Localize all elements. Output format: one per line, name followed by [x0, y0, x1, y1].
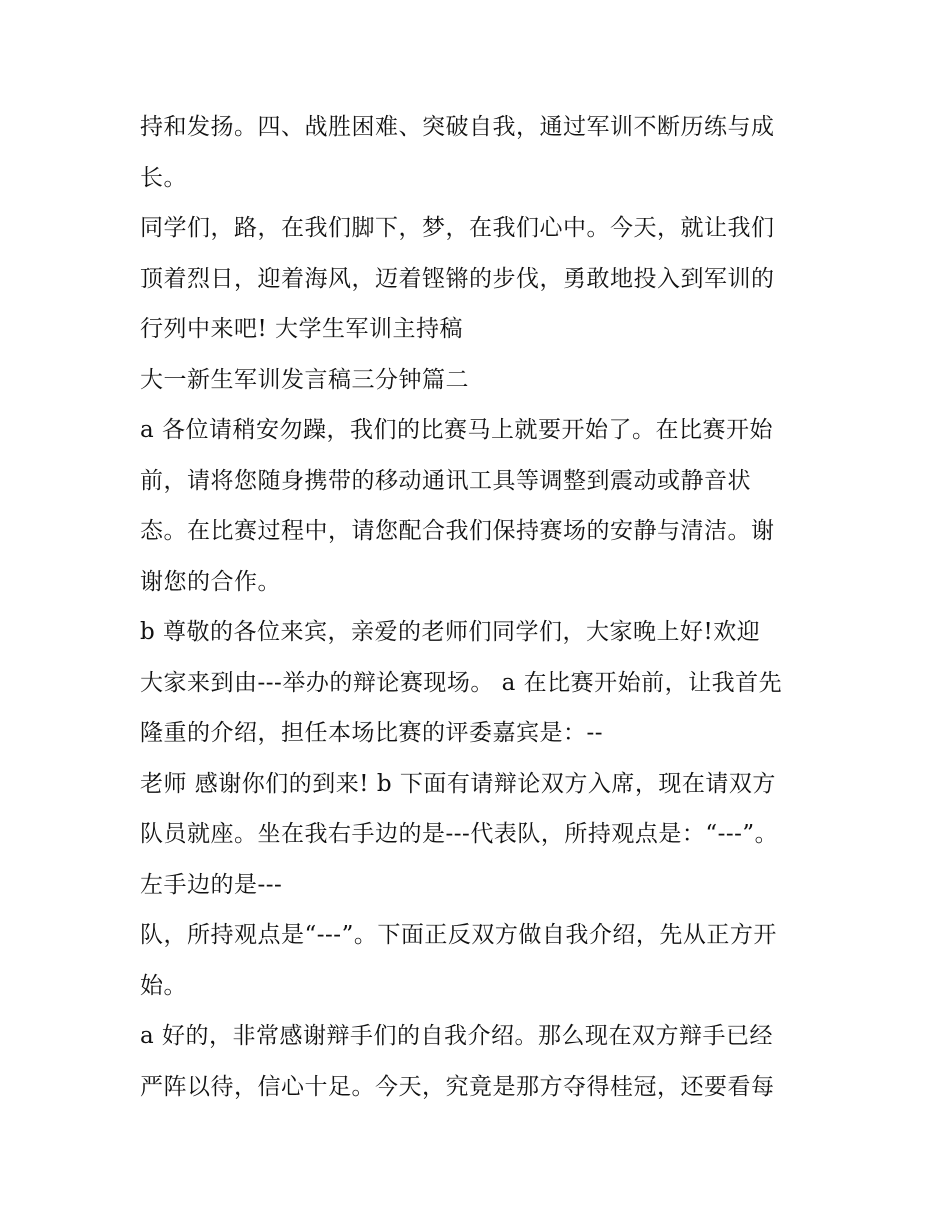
- text-line: 谢您的合作。: [140, 568, 281, 595]
- text-line: 持和发扬。四、战胜困难、突破自我，通过军训不断历练与成: [140, 114, 775, 140]
- text-line: 态。在比赛过程中，请您配合我们保持赛场的安静与清洁。谢: [140, 518, 775, 544]
- text-line: 大家来到由---举办的辩论赛现场。 a 在比赛开始前，让我首先: [140, 669, 783, 696]
- text-line: a 各位请稍安勿躁，我们的比赛马上就要开始了。在比赛开始: [140, 417, 774, 443]
- text-line: 老师 感谢你们的到来! b 下面有请辩论双方入席，现在请双方: [140, 770, 776, 797]
- text-line: 隆重的介绍，担任本场比赛的评委嘉宾是：--: [140, 720, 604, 746]
- text-line: 队员就座。坐在我右手边的是---代表队，所持观点是：“---”。: [140, 821, 779, 847]
- text-line: b 尊敬的各位来宾，亲爱的老师们同学们，大家晚上好!欢迎: [140, 619, 761, 645]
- text-line: 左手边的是---: [140, 871, 283, 898]
- text-line: 顶着烈日，迎着海风，迈着铿锵的步伐，勇敢地投入到军训的: [140, 265, 775, 292]
- text-line: 始。: [140, 972, 187, 999]
- text-line: 行列中来吧! 大学生军训主持稿: [140, 316, 464, 342]
- text-line: 长。: [140, 164, 187, 191]
- text-line: 队，所持观点是“---”。下面正反双方做自我介绍，先从正方开: [140, 922, 777, 948]
- document-body: [140, 102, 820, 1112]
- text-line: 严阵以待，信心十足。今天，究竟是那方夺得桂冠，还要看每: [140, 1073, 775, 1100]
- section-heading: 大一新生军训发言稿三分钟篇二: [140, 366, 469, 393]
- text-line: a 好的，非常感谢辩手们的自我介绍。那么现在双方辩手已经: [140, 1023, 774, 1049]
- text-line: 同学们，路，在我们脚下，梦，在我们心中。今天，就让我们: [140, 215, 775, 241]
- text-line: 前，请将您随身携带的移动通讯工具等调整到震动或静音状: [140, 467, 751, 494]
